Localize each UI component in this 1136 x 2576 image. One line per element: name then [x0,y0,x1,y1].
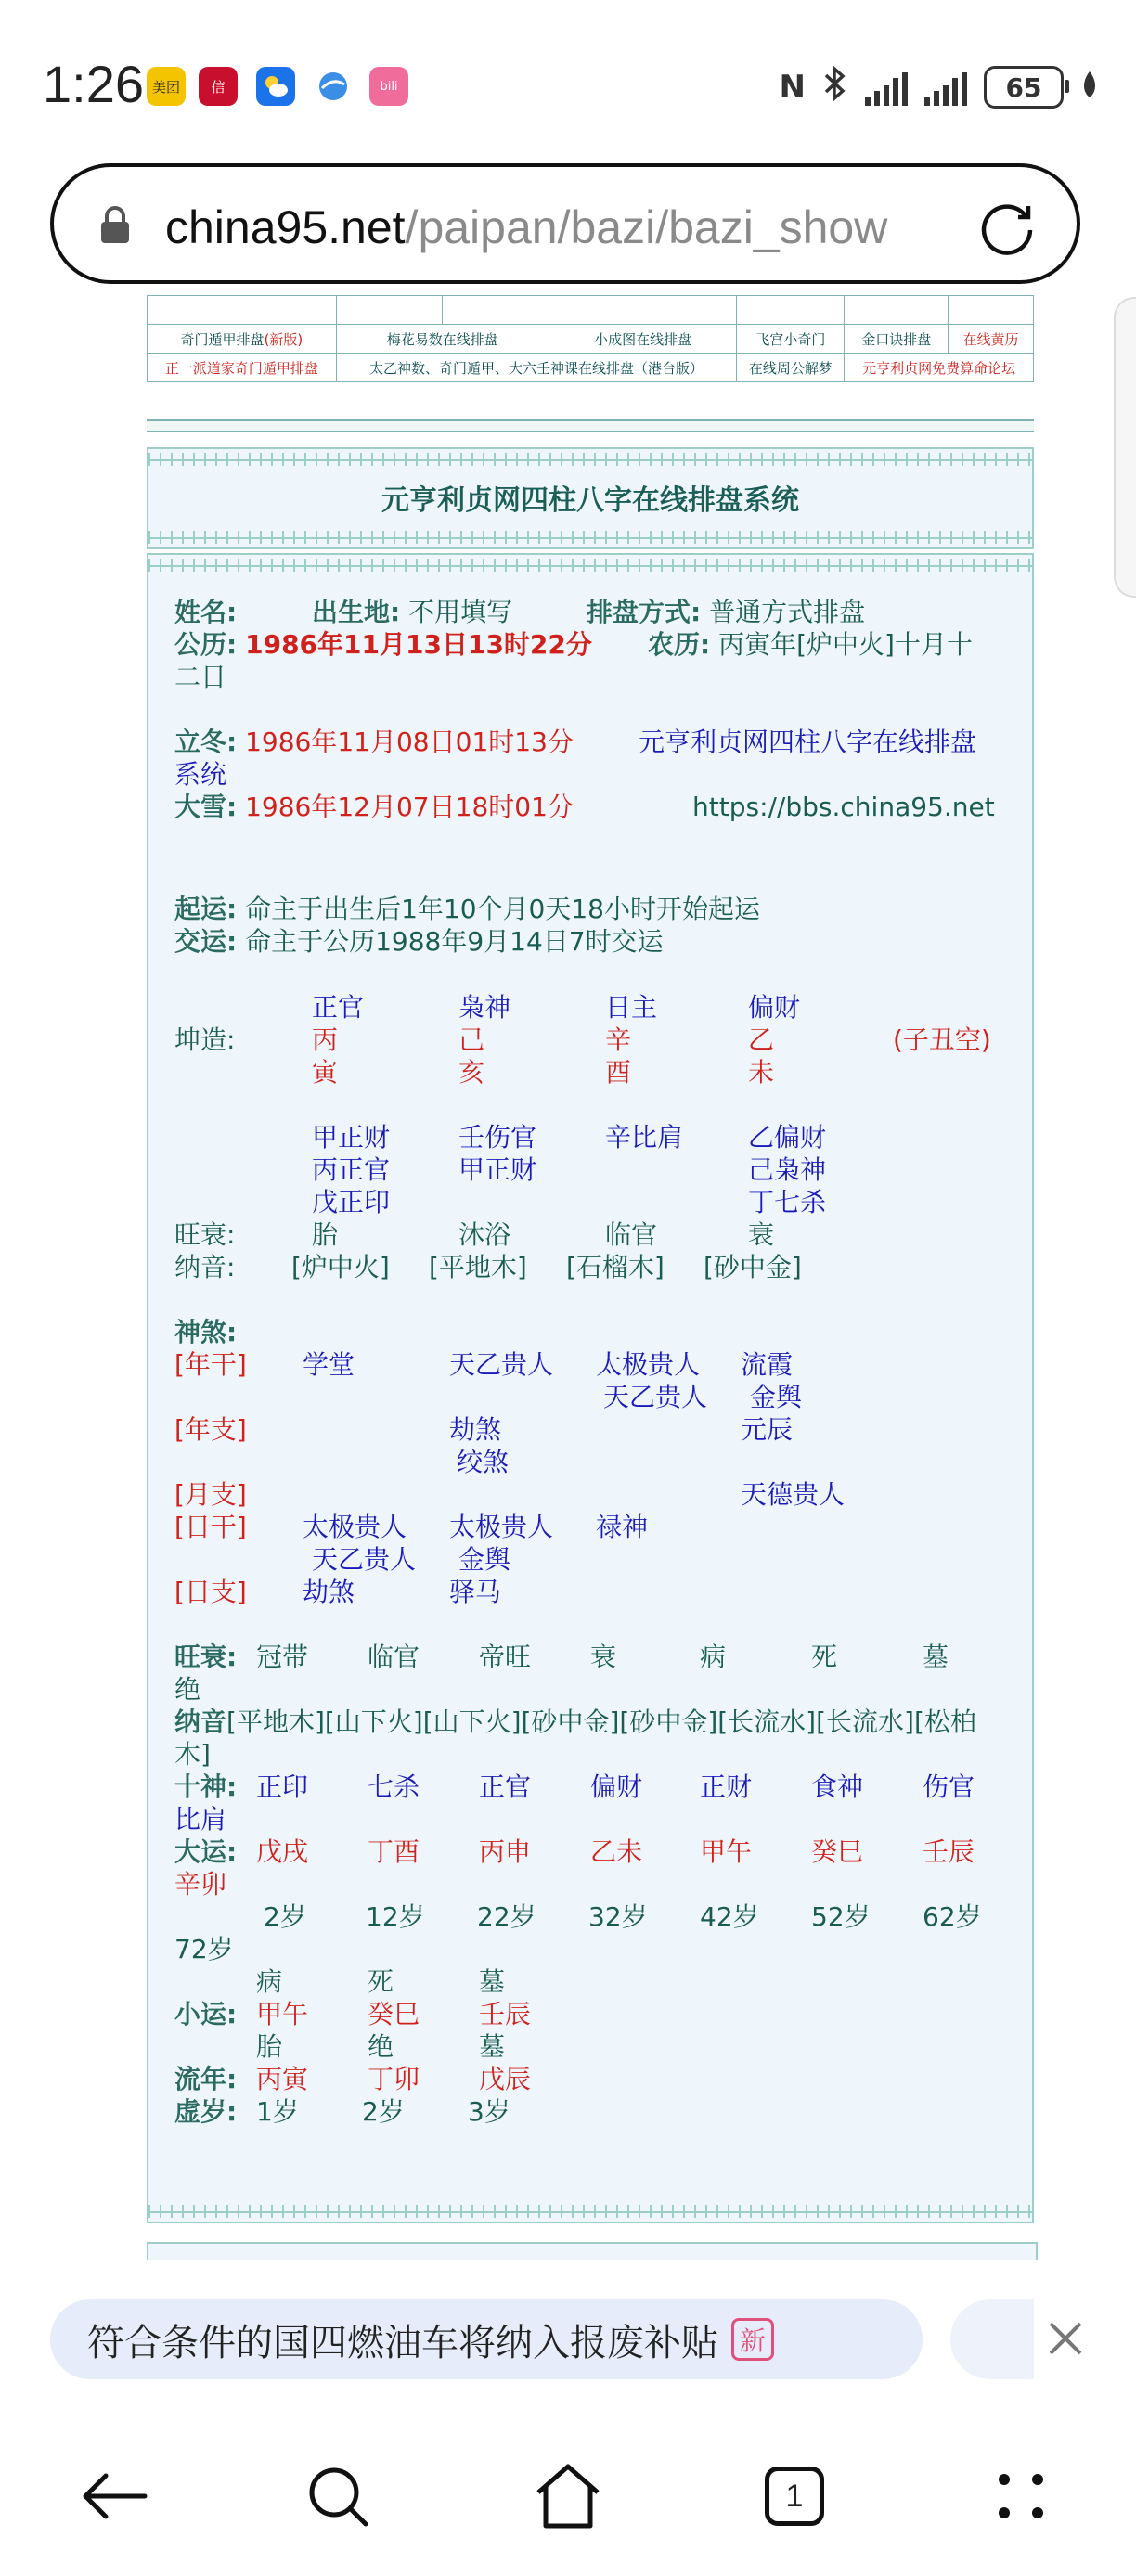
wangshuai-3: 临官 [605,1219,658,1250]
birthplace-row: 出生地: 不用填写 [312,597,513,627]
dayun-1: 戊戌 [256,1836,309,1867]
divider [147,419,1034,432]
shishen-4: 偏财 [748,992,801,1023]
age-1: 2岁 [264,1901,306,1932]
shishen2-7: 伤官 [923,1771,975,1802]
xusui-3: 3岁 [468,2096,510,2127]
age-5: 42岁 [700,1901,759,1932]
weather-app-icon [256,67,295,106]
gongli-row: 公历: 1986年11月13日13时22分 [174,629,592,660]
shensha-item: 金舆 [750,1382,803,1412]
shishen2-label: 十神: [174,1771,238,1802]
canggan-1-2: 丙正官 [312,1154,391,1185]
tabs-count-icon [765,2467,824,2526]
xy-top-3: 墓 [479,1966,506,1997]
nfc-icon: N [779,69,806,106]
title-box [147,447,1034,549]
site-name: 元亨利贞网四柱八字在线排盘 [639,727,977,757]
wangshuai-label: 旺衰: [174,1219,236,1250]
shishen2-4: 偏财 [590,1771,643,1802]
shensha-item: 流霞 [741,1349,794,1380]
method-row: 排盘方式: 普通方式排盘 [587,597,866,627]
shensha-item: 天乙贵人 [312,1544,417,1575]
url-text[interactable]: china95.net/paipan/bazi/bazi_show [165,201,888,253]
dayun-2: 丁酉 [368,1836,420,1867]
battery-saver-icon [1080,67,1099,108]
nayin2-wrap: 木] [174,1739,211,1770]
ws2-6: 死 [811,1642,838,1672]
canggan-4-1: 乙偏财 [748,1122,827,1153]
shishen2-3: 正官 [479,1771,532,1802]
canggan-4-2: 己枭神 [748,1154,827,1185]
link-meihua[interactable]: 梅花易数在线排盘 [336,325,549,354]
ws2-4: 衰 [590,1642,617,1672]
shensha-item: 劫煞 [449,1414,502,1445]
dizhi-3: 酉 [605,1057,632,1088]
reload-icon[interactable] [975,195,1039,260]
shishen2-2: 七杀 [368,1771,420,1802]
address-bar[interactable] [50,163,1080,284]
xiaoyun-3: 壬辰 [479,1999,532,2029]
shensha-item: 劫煞 [303,1577,355,1607]
link-taiyi[interactable]: 太乙神数、奇门遁甲、大六壬神课在线排盘（港台版） [336,354,737,382]
dayun-label: 大运: [174,1836,238,1867]
shensha-item: 禄神 [596,1512,649,1542]
nongli-wrap: 二日 [174,662,227,692]
back-arrow-icon [78,2468,152,2524]
link-qimen[interactable]: 奇门遁甲排盘(新版) [148,325,337,354]
dizhi-4: 未 [748,1057,775,1088]
result-box [147,553,1034,2223]
status-time: 1:26 [43,55,144,113]
qiyun-row: 起运: 命主于出生后1年10个月0天18小时开始起运 [174,894,760,924]
menu-dots-icon [993,2468,1049,2524]
shishen-3: 日主 [605,992,658,1023]
canggan-3-1: 辛比肩 [605,1122,684,1153]
shensha-item: 金舆 [458,1544,511,1575]
kunzao-label: 坤造: [174,1024,236,1055]
canggan-4-3: 丁七杀 [748,1187,827,1217]
close-icon[interactable] [1038,2311,1093,2366]
home-button[interactable] [522,2450,614,2543]
wangshuai-2: 沐浴 [458,1219,511,1250]
dayun-3: 丙申 [479,1836,532,1867]
link-xiaochengtu[interactable]: 小成图在线排盘 [549,325,737,354]
shensha-item: 天乙贵人 [603,1382,708,1412]
nayin2-row: 纳音[平地木][山下火][山下火][砂中金][砂中金][长流水][长流水][松柏 [174,1707,976,1737]
shishen2-1: 正印 [256,1771,309,1802]
news-next-peek[interactable] [950,2299,1034,2379]
dayun-6: 癸巳 [811,1836,864,1867]
bottom-nav [0,2413,1136,2576]
liunian-label: 流年: [174,2064,238,2094]
scrollbar[interactable] [1114,297,1136,598]
yue-zhi-label: [月支] [174,1479,247,1510]
xusui-label: 虚岁: [174,2096,238,2127]
meituan-app-icon: 美团 [147,67,186,106]
link-forum[interactable]: 元亨利贞网免费算命论坛 [845,354,1034,382]
fret-border [148,453,1032,466]
nayin-1: [炉中火] [291,1252,390,1282]
tiangan-4: 乙 [748,1024,775,1055]
shishen2-wrap: 比肩 [174,1804,227,1835]
shishen2-5: 正财 [700,1771,753,1802]
web-content[interactable] [0,293,1136,2260]
dayun-5: 甲午 [700,1836,753,1867]
shensha-label: 神煞: [174,1317,238,1347]
xy-bot-2: 绝 [368,2031,394,2062]
nian-gan-label: [年干] [174,1349,247,1380]
xusui-1: 1岁 [256,2096,299,2127]
shensha-item: 太极贵人 [596,1349,701,1380]
ws2-1: 冠带 [256,1642,309,1672]
age-7: 62岁 [923,1901,982,1932]
name-row: 姓名: [174,597,238,627]
kong-wang: (子丑空) [893,1024,991,1055]
ws2-2: 临官 [368,1642,420,1672]
fret-border [148,531,1032,544]
site-name-wrap: 系统 [174,759,227,790]
next-section-box [147,2242,1038,2260]
fret-border [148,2205,1032,2218]
xiaoyun-1: 甲午 [256,1999,309,2029]
canggan-1-3: 戊正印 [312,1187,391,1217]
tiangan-3: 辛 [605,1024,632,1055]
xiaoyun-2: 癸巳 [368,1999,420,2029]
nian-zhi-label: [年支] [174,1414,247,1445]
search-button[interactable] [291,2450,384,2543]
link-zhengyi[interactable]: 正一派道家奇门遁甲排盘 [148,354,337,382]
nongli-row: 农历: 丙寅年[炉中火]十月十 [648,629,973,660]
wangshuai-4: 衰 [748,1219,775,1250]
fret-border [148,559,1032,572]
link-jinkoujue[interactable]: 金口诀排盘 [845,325,949,354]
jiaoyun-row: 交运: 命主于公历1988年9月14日7时交运 [174,926,664,957]
news-text: 符合条件的国四燃油车将纳入报废补贴 [87,2321,718,2364]
ri-gan-label: [日干] [174,1512,247,1542]
shishen-1: 正官 [312,992,365,1023]
ws2-7: 墓 [923,1642,949,1672]
age-wrap: 72岁 [174,1934,234,1964]
xusui-2: 2岁 [362,2096,405,2127]
shensha-item: 学堂 [303,1349,355,1380]
tabs-count: 1 [785,2478,804,2514]
xy-top-2: 死 [368,1966,394,1997]
liunian-2: 丁卯 [368,2064,420,2094]
bank-app-icon: 信 [199,67,238,106]
site-url[interactable]: https://bbs.china95.net [692,792,995,822]
signal-icon-1 [865,69,908,106]
xiaoyun-label: 小运: [174,1999,238,2029]
shishen-2: 枭神 [458,992,511,1023]
search-icon [303,2461,373,2531]
status-right-icons [780,61,1099,113]
lock-icon [98,204,132,245]
back-button[interactable] [69,2450,161,2543]
news-banner[interactable] [50,2299,923,2379]
age-6: 52岁 [811,1901,871,1932]
age-3: 22岁 [477,1901,536,1932]
age-2: 12岁 [366,1901,425,1932]
bluetooth-icon [822,65,848,110]
xy-top-1: 病 [256,1966,283,1997]
page-title: 元亨利贞网四柱八字在线排盘系统 [381,484,799,517]
link-feigong[interactable]: 飞宫小奇门 [737,325,845,354]
dayun-4: 乙未 [590,1836,643,1867]
ri-zhi-label: [日支] [174,1577,247,1607]
shensha-item: 绞煞 [457,1447,510,1477]
shensha-item: 元辰 [741,1414,794,1445]
menu-button[interactable] [975,2450,1067,2543]
ws2-label: 旺衰: [174,1642,238,1672]
ws2-5: 病 [700,1642,727,1672]
shensha-item: 天德贵人 [741,1479,846,1510]
signal-icon-2 [924,69,967,106]
xy-bot-3: 墓 [479,2031,506,2062]
shensha-item: 驿马 [449,1577,502,1607]
tabs-button[interactable] [748,2450,841,2543]
battery-icon: 65 [984,66,1064,109]
tiangan-2: 己 [458,1024,485,1055]
shensha-item: 太极贵人 [449,1512,554,1542]
dayun-wrap: 辛卯 [174,1869,227,1900]
new-badge: 新 [731,2318,774,2361]
xy-bot-1: 胎 [256,2031,283,2062]
nayin-3: [石榴木] [566,1252,665,1282]
shensha-item: 太极贵人 [303,1512,407,1542]
browser-app-icon [314,67,353,106]
link-huangli[interactable]: 在线黄历 [949,325,1034,354]
canggan-2-1: 壬伤官 [458,1122,537,1153]
lidong-row: 立冬: 1986年11月08日01时13分 [174,727,574,757]
daxue-row: 大雪: 1986年12月07日18时01分 [174,792,574,822]
liunian-3: 戊辰 [479,2064,532,2094]
links-table [147,295,1034,382]
dayun-7: 壬辰 [923,1836,975,1867]
shishen2-6: 食神 [811,1771,864,1802]
nayin-2: [平地木] [429,1252,527,1282]
link-zhougong[interactable]: 在线周公解梦 [737,354,845,382]
canggan-2-2: 甲正财 [458,1154,537,1185]
home-icon [531,2461,605,2531]
bilibili-app-icon: bili [369,67,408,106]
ws2-wrap: 绝 [174,1674,201,1705]
shensha-item: 天乙贵人 [449,1349,554,1380]
nayin-label: 纳音: [174,1252,236,1282]
status-bar [0,0,1136,158]
wangshuai-1: 胎 [312,1219,339,1250]
liunian-1: 丙寅 [256,2064,309,2094]
dizhi-1: 寅 [312,1057,339,1088]
nayin-4: [砂中金] [704,1252,802,1282]
canggan-1-1: 甲正财 [312,1122,391,1153]
dizhi-2: 亥 [458,1057,485,1088]
age-4: 32岁 [588,1901,648,1932]
tiangan-1: 丙 [312,1024,339,1055]
ws2-3: 帝旺 [479,1642,532,1672]
